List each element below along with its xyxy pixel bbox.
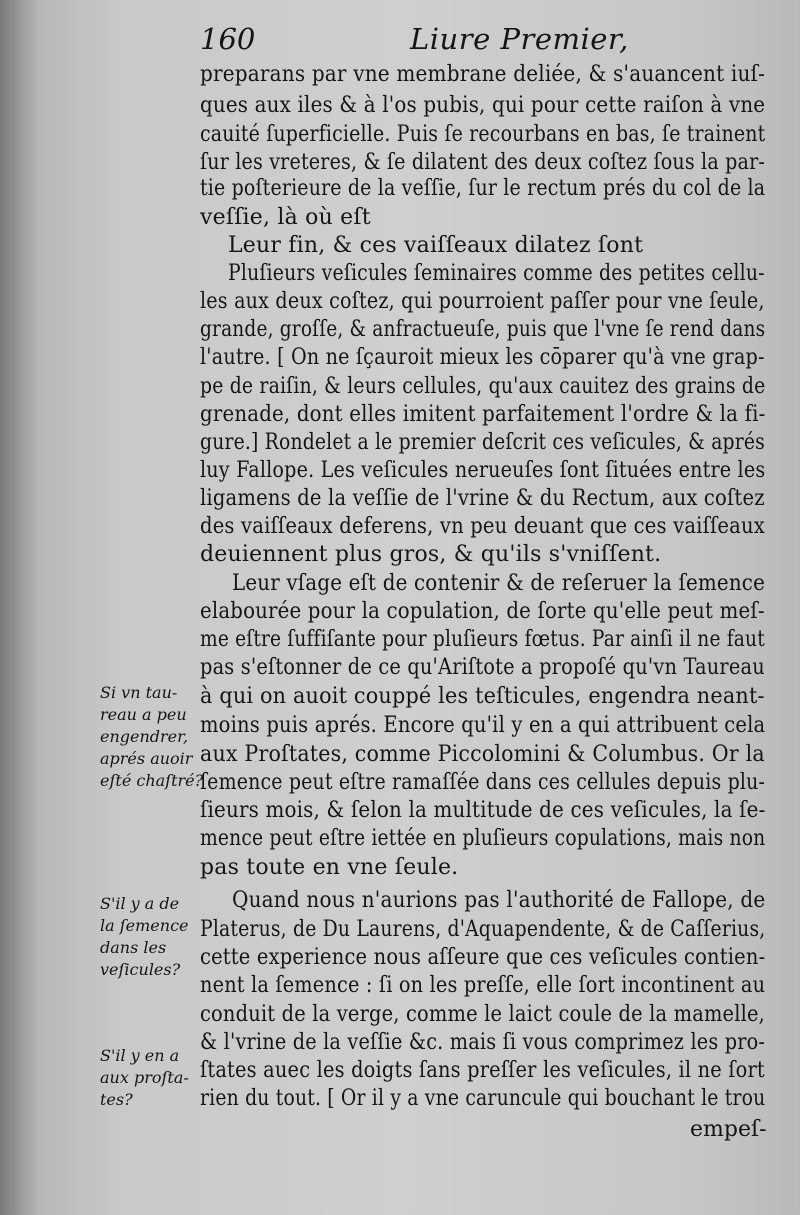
text-line: des vaiſſeaux deferens, vn peu deuant que ces vaiſſeaux <box>200 514 765 539</box>
text-line: aux Proſtates, comme Piccolomini & Columbus. Or la <box>200 742 765 767</box>
text-line: veſſie, là où eſt <box>200 205 371 230</box>
text-line: à qui on auoit couppé les teſticules, engendra neant- <box>200 684 765 709</box>
text-line: ſieurs mois, & ſelon la multitude de ces veſicules, la ſe- <box>200 798 766 823</box>
text-line: deuiennent plus gros, & qu'ils s'vniſſent. <box>200 542 662 567</box>
text-line: conduit de la verge, comme le laict coule de la mamelle, <box>200 1002 766 1027</box>
text-line: gure.] Rondelet a le premier deſcrit ces veſicules, & aprés <box>200 430 765 455</box>
text-line: ques aux iles & à l'os pubis, qui pour cette raiſon à vne <box>200 93 766 118</box>
margin-note-line: S'il y en a <box>100 1046 180 1065</box>
text-line: me eſtre ſuffiſante pour pluſieurs fœtus. Par ainſi il ne faut <box>200 627 765 652</box>
margin-note-line: veſicules? <box>100 960 181 979</box>
text-line: ligamens de la veſſie de l'vrine & du Rectum, aux coſtez <box>200 486 765 511</box>
text-line: Quand nous n'aurions pas l'authorité de Fallope, de <box>232 888 766 913</box>
margin-note-line: tes? <box>100 1090 133 1109</box>
text-line: tie poſterieure de la veſſie, ſur le rectum prés du col de la <box>200 176 766 201</box>
text-line: Leur vſage eſt de contenir & de reſeruer la ſemence <box>232 571 766 596</box>
text-line: ſur les vreteres, & ſe dilatent des deux coſtez ſous la par- <box>200 150 766 175</box>
margin-note-line: engendrer, <box>100 727 189 746</box>
text-line: les aux deux coſtez, qui pourroient paſſer pour vne ſeule, <box>200 289 765 314</box>
text-line: moins puis aprés. Encore qu'il y en a qui attribuent cela <box>200 713 766 738</box>
text-line: nent la ſemence : ſi on les preſſe, elle ſort incontinent au <box>200 973 766 998</box>
page-number: 160 <box>200 22 256 56</box>
text-line: mence peut eſtre iettée en pluſieurs copulations, mais non <box>200 826 766 851</box>
margin-note <box>100 893 189 981</box>
text-line: Platerus, de Du Laurens, d'Aquapendente, & de Caſſerius, <box>200 917 766 942</box>
text-line: pas toute en vne ſeule. <box>200 855 459 880</box>
margin-note-line: Si vn tau- <box>100 683 178 702</box>
margin-note-line: eſté chaſtré? <box>100 771 204 790</box>
text-line: luy Fallope. Les veſicules nerueuſes ſont ſituées entre les <box>200 458 766 483</box>
margin-note <box>100 682 203 792</box>
text-line: Leur fin, & ces vaiſſeaux dilatez ſont <box>228 233 644 258</box>
margin-note-line: la ſemence <box>100 916 189 935</box>
text-line: Pluſieurs veſicules ſeminaires comme des petites cellu- <box>228 261 765 286</box>
margin-note-line: aprés auoir <box>100 749 193 768</box>
text-line: ſtates auec les doigts ſans preſſer les veſicules, il ne ſort <box>200 1058 765 1083</box>
text-line: l'autre. [ On ne ſçauroit mieux les cōparer qu'à vne grap- <box>200 345 765 370</box>
margin-note-line: reau a peu <box>100 705 187 724</box>
catchword: empeſ- <box>690 1117 767 1142</box>
text-line: cauité ſuperficielle. Puis ſe recourbans en bas, ſe trainent <box>200 122 766 147</box>
text-line: grande, groſſe, & anfractueuſe, puis que l'vne ſe rend dans <box>200 317 766 342</box>
text-line: grenade, dont elles imitent parfaitement l'ordre & la fi- <box>200 402 766 427</box>
margin-note <box>100 1045 189 1111</box>
text-line: preparans par vne membrane deliée, & s'auancent iuſ- <box>200 62 766 87</box>
text-line: cette experience nous aſſeure que ces veſicules contien- <box>200 945 766 970</box>
running-head: Liure Premier, <box>410 22 629 56</box>
margin-note-line: S'il y a de <box>100 894 180 913</box>
margin-note-line: aux proſta- <box>100 1068 189 1087</box>
margin-note-line: dans les <box>100 938 167 957</box>
text-line: elabourée pour la copulation, de ſorte qu'elle peut meſ- <box>200 599 765 624</box>
text-line: ſemence peut eſtre ramaſſée dans ces cellules depuis plu- <box>200 770 766 795</box>
text-line: pe de raiſin, & leurs cellules, qu'aux cauitez des grains de <box>200 374 766 399</box>
text-line: & l'vrine de la veſſie &c. mais ſi vous comprimez les pro- <box>200 1030 766 1055</box>
text-line: rien du tout. [ Or il y a vne caruncule qui bouchant le trou <box>200 1086 766 1111</box>
text-line: pas s'eſtonner de ce qu'Ariſtote a propoſé qu'vn Taureau <box>200 655 765 680</box>
